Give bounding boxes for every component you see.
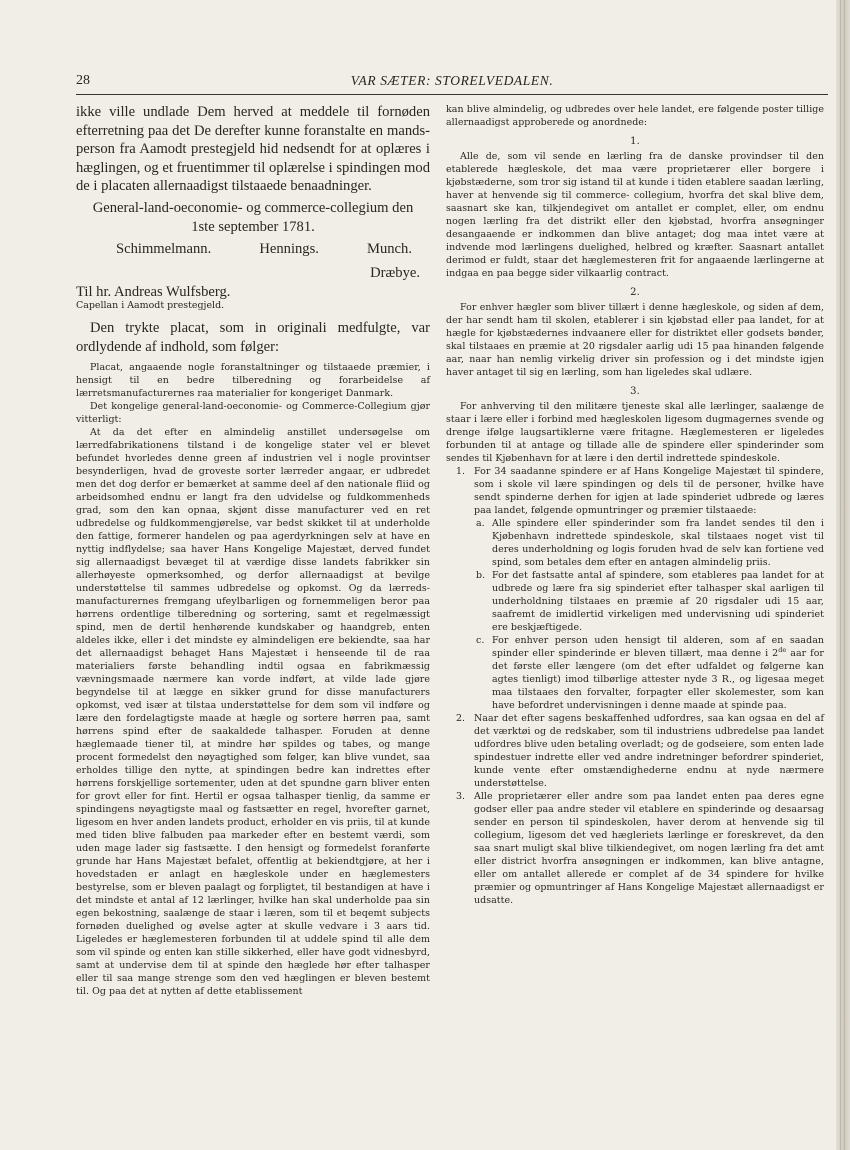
running-title: VAR SÆTER: STORELVEDALEN.: [350, 73, 554, 88]
signature-last: Dræbye.: [370, 265, 420, 282]
signature: Munch.: [366, 241, 412, 258]
section-number: 3.: [630, 386, 640, 397]
list-item-text: For 34 saadanne spindere er af Hans Kongelige Majestæt til spindere, som i skole vil lære spindingen og dels til de personer, hvilke have sendt spinderne derhen for igjen at lade spinderiet udbrede og læres paa landet, følgende opmuntringer og præmier tilstaaede:: [474, 466, 824, 516]
page-number: 28: [76, 73, 90, 88]
list-item: [446, 634, 824, 712]
right-column: [446, 103, 824, 907]
section-number: 2.: [630, 287, 640, 298]
page-edge: [836, 0, 850, 1150]
list-item-text: For det fastsatte antal af spindere, som etableres paa landet for at udbrede og lære fra sig spinderiet efter talhasper skal aarligen til underholdning tilstaaes en præmie af 20 rigsdaler udi 15 aar, saafremt de imidlertid virkeligen med undervisning udi spinderiet ere beskjæftigede.: [492, 570, 824, 633]
superscript: de: [778, 645, 787, 654]
list-item-text: [492, 634, 824, 712]
list-item: [446, 517, 824, 569]
list-item-label: 1.: [456, 466, 466, 477]
page-edge-line: [840, 0, 841, 1150]
placat-body: At da det efter en almindelig anstillet undersøgelse om lærredfabrikationens tilstand i de kongelige stater vel er blevet befundet hvorledes denne green af industrien vel i nogle provintser besynderligen, hvad de groveste sorter lærreder angaar, er udbredet men det dog derfor er bemærket at samme deel af den nationale fliid og arbeidsomhed endnu er langt fra den udvidelse og fuldkommenheds grad, som den kan opnaa, skjønt disse manufacturer ved en ret udbredelse og fuldkommengjørelse, var bedst skikket til at underholde den fattige, formerer handelen og paa agerdyrkningen selv at have en nyttig indflydelse; saa haver Hans Kongelige Majestæt, derved fundet sig allernaadigst bevæget til at værdige disse landets fabrikker sin allerhøyeste opmerksomhed, og derfor allernaadigst at bevilge understøttelse til sammes udbredelse og opkomst. Og da lærreds- manufacturernes fremgang ufeylbarligen og fornemmeligen beror paa hørrens ordentlige tilberedning og sortering, samt et regelmæssigt spind, men de dertil henhørende kundskaber og haandgreb, enten aldeles ikke, eller i det mindste ey almindeligen ere bekiendte, saa har det allernaadigst behaget Hans Majestæt i henseende til de raa materialiers første behandling indtil ogsaa en fabrikmæssig vævningsmaade nærmere kan vorde indført, at vilde lade gjøre begyndelse til at lægge en sikker grund for disse manufacturers opkomst, ved især at tilstaa understøttelse for dem som vil indføre og lære den fordelagtigste maade at hægle og sortere hørren paa, samt hørrens spind efter de saakaldede talhasper. Foruden at denne hæglemaade tiener til, at mindre hør spildes og tabes, og mange procent formedelst den nøyagtighed som følger, kan blive vundet, saa erholdes tillige den nytte, at spindingen bedre kan indrettes efter hørrens forskjellige sortementer, uden at det spundne garn bliver enten for grovt eller for fint. Hertil er ogsaa talhasper tienlig, da samme er spindingens nøyagtigste maal og fastsætter en regel, hvorefter garnet, ligesom en hver anden landets product, erholder en vis priis, til at kunde med tiden blive falbuden paa markeder efter en bestemt værdi, som uden mage lader sig fastsætte. I den hensigt og formedelst foranførte grunde har Hans Majestæt befalet, offentlig at bekiendtgjøre, at her i hovedstaden er anlagt en hægleskole under en hæglemesters bestyrelse, som er bleven paalagt og forpligtet, til bestandigen at have i det mindste et antal af 12 lærlinger, hvilke han skal underholde paa sin egen bekostning, saalænge de staar i læren, som til et beqemt subjects fornøden duelighed og øvelse agter at skulle vedvare i 3 aars tid. Ligeledes er hæglemesteren forbunden til at uddele spind til alle dem som vil spinde og enten kan stille sikkerhed, eller have godt vidnesbyrd, samt at undervise dem til at spinde den hæglede hør efter talhasper eller til saa mange strenge som den ved hæglingen er bleven bestemt til. Og paa det at nytten af dette etablissement: [76, 427, 430, 998]
list-item: [446, 790, 824, 907]
running-header: [76, 70, 828, 92]
page-edge-line: [844, 0, 845, 1150]
list-item: [446, 569, 824, 634]
signature: Hennings.: [259, 241, 319, 258]
list-item-label: c.: [476, 635, 485, 646]
section-number: 1.: [630, 136, 640, 147]
list-item-label: 2.: [456, 713, 466, 724]
continuation-paragraph: kan blive almindelig, og udbredes over hele landet, ere følgende poster tillige allernaadigst approberede og anordnede:: [446, 104, 824, 128]
intro-paragraph: Den trykte placat, som in originali medfulgte, var ordlydende af indhold, som følger:: [76, 320, 430, 355]
college-line: General-land-oeconomie- og commerce-collegium den 1ste september 1781.: [92, 199, 414, 235]
addressee: Til hr. Andreas Wulfsberg.: [76, 284, 231, 301]
placat-title: Placat, angaaende nogle foranstaltninger og tilstaaede præmier, i hensigt til en bedre tilberedning og forarbeidelse af lærretsmanufacturernes raa materialier for kongeriget Danmark.: [76, 362, 430, 400]
header-rule: [76, 94, 828, 95]
list-item-label: a.: [476, 518, 485, 529]
section-text: For enhver hægler som bliver tillært i denne hægleskole, og siden af dem, der har sendt ham til skolen, etablerer i sin kjøbstad eller paa landet, for at hægle for kjøbstædernes indvaanere eller for distriktet eller godsets bønder, skal tilstaaes en præmie at 20 rigsdaler aarlig udi 15 paa hinanden følgende aar, naar han nemlig virkelig driver sin profession og i det mindste igjen haver antaget til sig en lærling, som han ligeledes skal udlære.: [446, 302, 824, 378]
list-item-label: b.: [476, 570, 486, 581]
list-item-text-part: For enhver person uden hensigt til alderen, som af en saadan spinder eller spinderinde er bleven tillært, maa denne i 2: [492, 635, 824, 659]
addressee-subtitle: Capellan i Aamodt prestegjeld.: [76, 300, 225, 312]
list-item-text: Alle proprietærer eller andre som paa landet enten paa deres egne godser eller paa andre steder vil etablere en spinderinde og desaarsag sender en person til spindeskolen, haver derom at henvende sig til collegium, ligesom det ved hægleriets lærlinge er foreskrevet, da den saa snart muligt skal blive tilkiendegivet, om nogen lærling fra det amt eller district hvorfra ansøgningen er indkommen, kan blive antagne, eller om antallet allerede er complet af de 34 spindere for hvilke præmier og opmuntringer af Hans Kongelige Majestæt allernaadigst er udsatte.: [474, 791, 824, 906]
signatures: [76, 240, 430, 259]
list-item-text-part: aar for det første eller længere (om det efter udfaldet og følgerne kan agtes tienligt) imod tilbørlige attester nyde 3 R., og ligesaa meget maa tilstaaes den forvalter, forpagter eller skolemester, som kan have befordret undervisningen i denne maade at spinde paa.: [492, 648, 824, 711]
list-item: [446, 712, 824, 790]
section-text: For anhverving til den militære tjeneste skal alle lærlinger, saalænge de staar i lære eller i forbind med hægleskolen ligesom dugmagernes svende og drenge ifølge laugsartiklerne være fritagne. Hæglemesteren er ligeledes forbunden til at antage og tillade alle de spindere eller spinderinder som sendes til Kjøbenhavn for at lære i den dertil indrettede spindeskole.: [446, 401, 824, 464]
list-item-text: Alle spindere eller spinderinder som fra landet sendes til den i Kjøbenhavn indrettede spindeskole, skal tilstaaes noget vist til deres underholdning og logis foruden hvad de selv kan fortiene ved spind, som betales dem efter en antagen almindelig priis.: [492, 518, 824, 568]
list-item-text: Naar det efter sagens beskaffenhed udfordres, saa kan ogsaa en del af det værktøi og de redskaber, som til industriens udbredelse paa landet udfordres blive uden betaling overladt; og de godseiere, som enten lade spindestuer indrette eller ved andre indretninger befordrer spinderiet, kunde vente efter omstændighederne endnu at nyde nærmere understøttelse.: [474, 713, 824, 789]
college-intro: Det kongelige general-land-oeconomie- og Commerce-Collegium gjør vitterligt:: [76, 401, 430, 426]
signature: Schimmelmann.: [116, 241, 212, 258]
section-text: Alle de, som vil sende en lærling fra de danske provindser til den etablerede hægleskole, det maa være proprietærer eller borgere i kjøbstæderne, som tror sig istand til at kunde i tiden etablere saadan lærling, haver at henvende sig til commerce- collegium, hvorfra det skal blive dem, saasnart ske kan, tilkjendegivet om antallet er complet, eller, om endnu nogen lærling fra det distrikt eller den kjøbstad, hvorfra ansøgninger desangaaende er indkommen dan blive antaget; dog maa intet være at indvende mod lærlingens duelighed, helbred og kræfter. Saasnart antallet derimod er fuldt, staar det hæglemesteren frit for angaaende lærlingerne at indgaa en paa begge sider vilkaarlig contract.: [446, 151, 824, 279]
opening-paragraph: ikke ville undlade Dem herved at meddele til fornøden efterretning paa det De derefter kunne foranstalte en mands-person fra Aamodt prestegjeld hid nedsendt for at oplæres i hæglingen, og et fruentimmer til oplærelse i spindingen mod de i placaten allernaadigst tilstaaede benaadninger.: [76, 104, 430, 195]
list-item: [446, 465, 824, 517]
left-column: [76, 103, 430, 998]
list-item-label: 3.: [456, 791, 466, 802]
